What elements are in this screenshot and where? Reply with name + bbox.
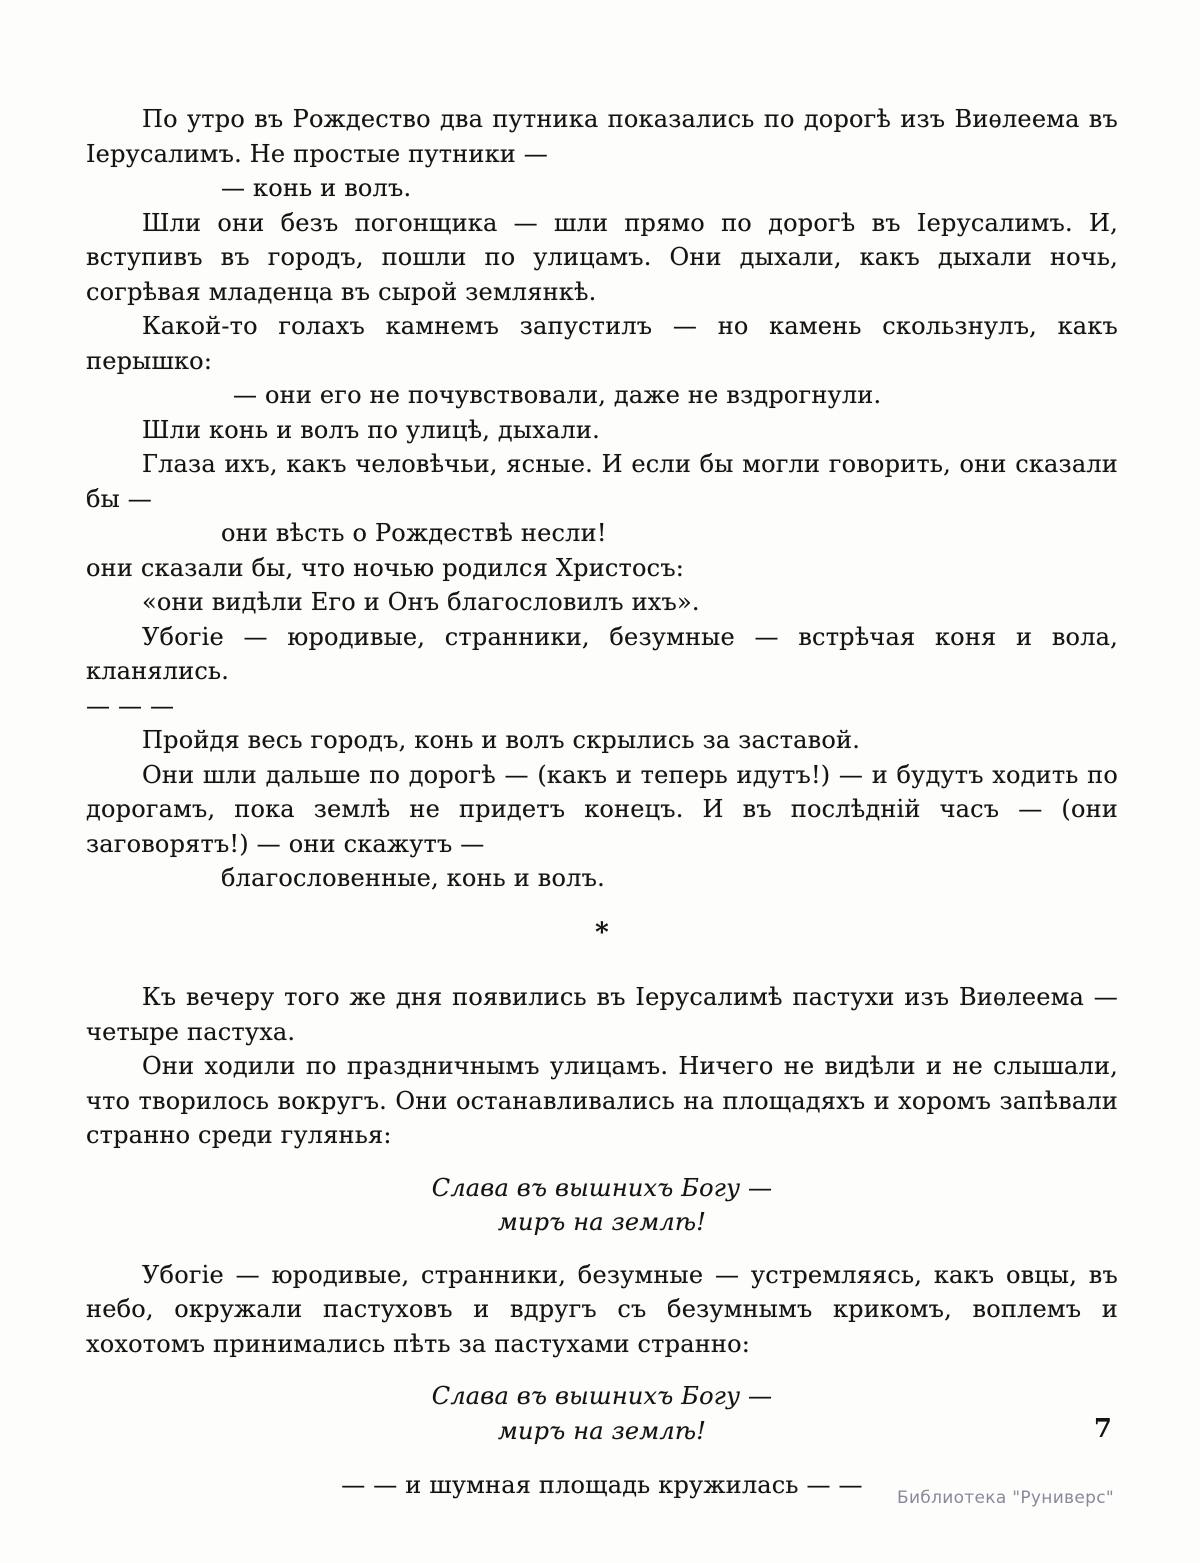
text-paragraph: Какой-то голахъ камнемъ запустилъ — но камень скользнулъ, какъ перышко: [86,312,1118,375]
text-line: — они его не почувствовали, даже не вздрогнули. [233,381,882,409]
text-paragraph: Шли конь и волъ по улицѣ, дыхали. [142,415,600,444]
dash-divider-line: — — — [86,691,175,720]
text-paragraph: По утро въ Рождество два путника показались по дорогѣ изъ Виѳлеема въ Іерусалимъ. Не простые путники — [86,105,1118,168]
text-line: они вѣсть о Рождествѣ несли! [221,519,607,547]
text-line: они сказали бы, что ночью родился Христосъ: [86,553,685,582]
text-paragraph: Шли они безъ погонщика — шли прямо по дорогѣ въ Іерусалимъ. И, вступивъ въ городъ, пошли по улицамъ. Они дыхали, какъ дыхали ночь, согрѣвая младенца въ сырой землянкѣ. [86,208,1118,306]
text-line: — конь и волъ. [221,174,412,202]
page-number: 7 [1093,1414,1112,1444]
text-paragraph: Къ вечеру того же дня появились въ Іерусалимѣ пастухи изъ Виѳлеема — четыре пастуха. [86,983,1118,1046]
text-paragraph: Убогіе — юродивые, странники, безумные — встрѣчая коня и вола, кланялись. [86,622,1118,685]
text-paragraph: Глаза ихъ, какъ человѣчьи, ясные. И если бы могли говорить, они сказали бы — [86,450,1118,513]
verse-line: миръ на землѣ! [497,1416,707,1445]
text-column [86,102,1118,1503]
text-line: «они видѣли Его и Онъ благословилъ ихъ». [142,588,700,616]
verse-line: Слава въ вышнихъ Богу — [431,1382,773,1410]
text-line: благословенные, конь и волъ. [221,864,605,892]
text-paragraph: Они ходили по праздничнымъ улицамъ. Ничего не видѣли и не слышали, что творилось вокругъ. Они останавливались на площадяхъ и хоромъ запѣвали странно среди гулянья: [86,1052,1118,1149]
verse-line: миръ на землѣ! [497,1208,707,1236]
text-paragraph: Пройдя весь городъ, конь и волъ скрылись за заставой. [142,726,861,754]
verse-line: Слава въ вышнихъ Богу — [431,1173,773,1202]
closing-refrain-line: — — и шумная площадь кружилась — — [341,1471,863,1499]
runivers-library-watermark: Библиотека "Руниверс" [897,1488,1114,1508]
text-paragraph: Убогіе — юродивые, странники, безумные — устремляясь, какъ овцы, въ небо, окружали пастуховъ и вдругъ съ безумнымъ крикомъ, воплемъ и хохотомъ принимались пѣть за пастухами странно: [86,1260,1118,1358]
text-paragraph: Они шли дальше по дорогѣ — (какъ и теперь идутъ!) — и будутъ ходить по дорогамъ, пока землѣ не придетъ конецъ. И въ послѣдній часъ — (они заговорятъ!) — они скажутъ — [86,760,1118,858]
section-divider-asterisk: * [595,917,609,948]
